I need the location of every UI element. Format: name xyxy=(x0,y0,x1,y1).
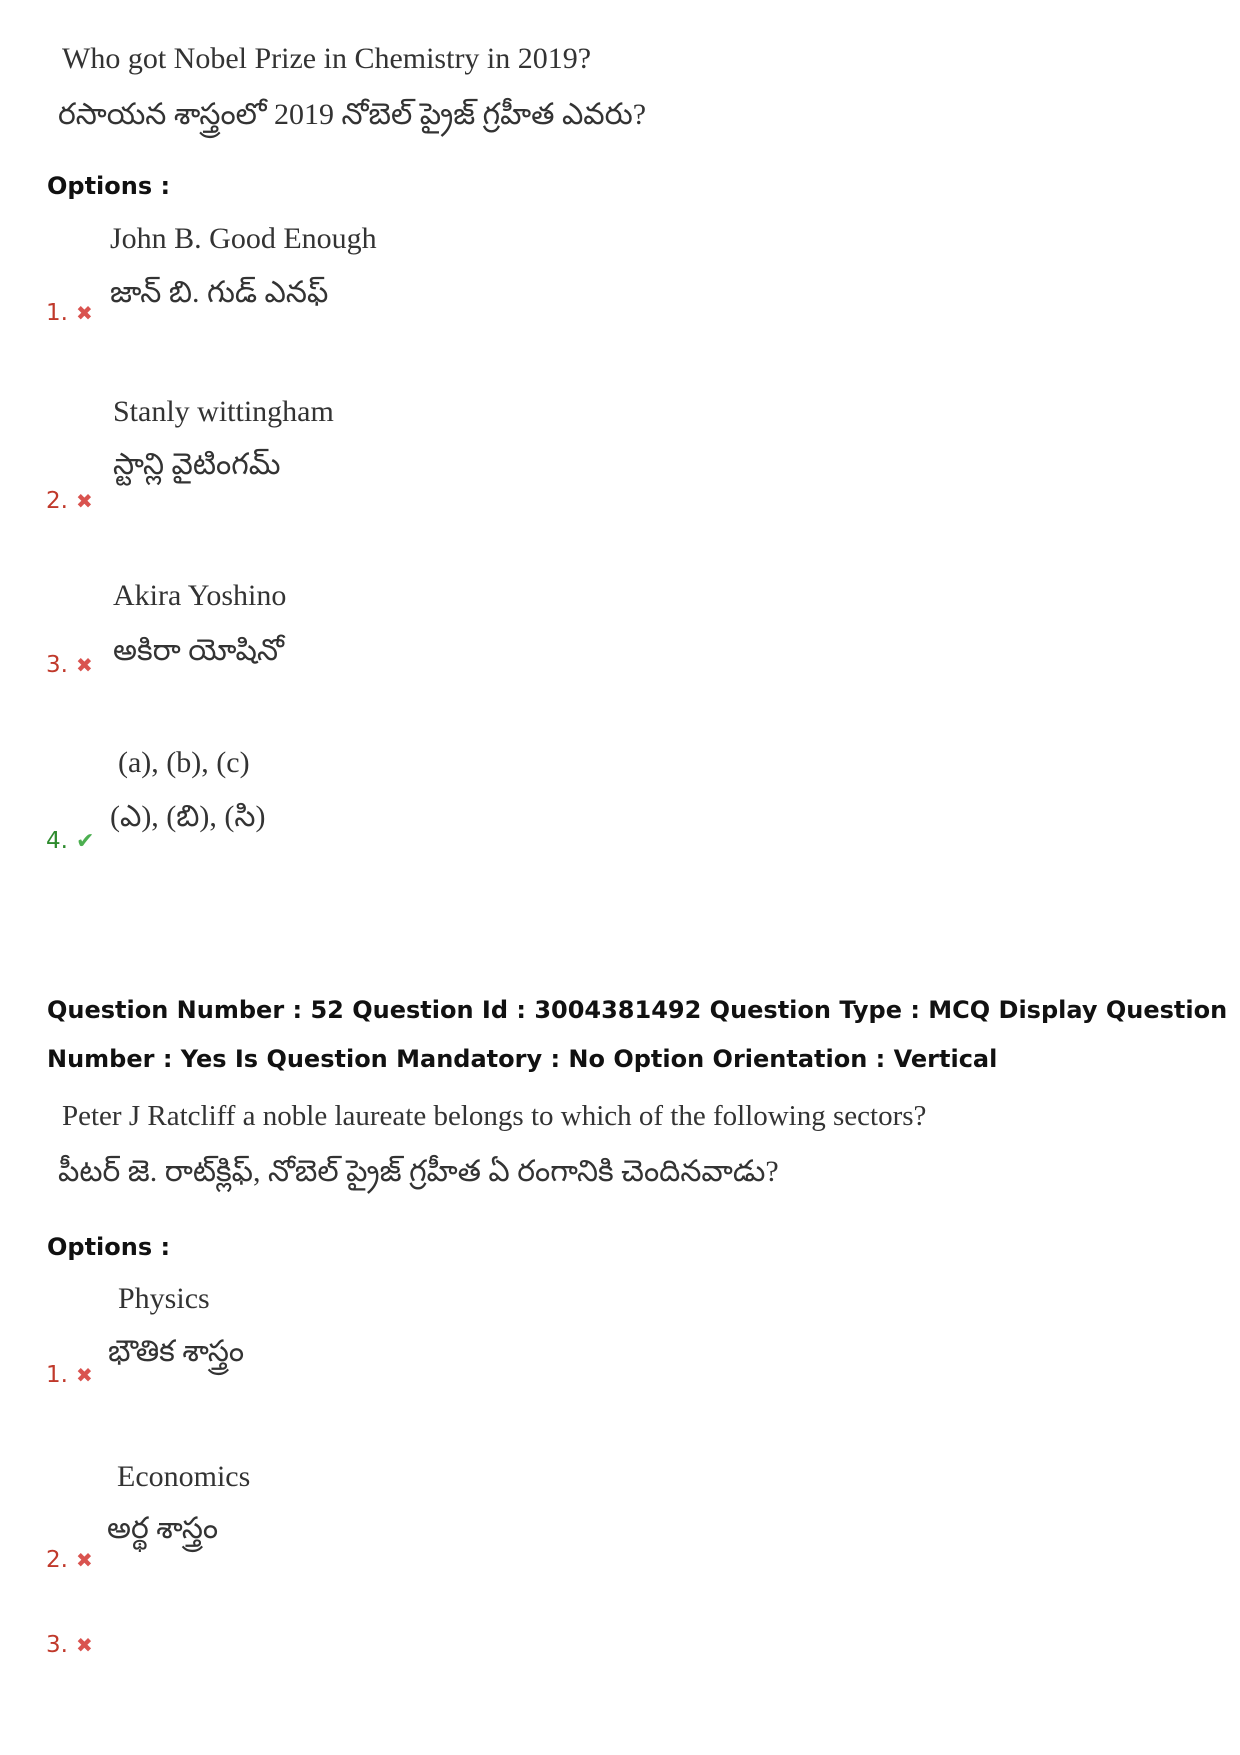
wrong-mark-icon: ✖ xyxy=(75,489,93,513)
question-text-te: పీటర్ జె. రాట్‌క్లిఫ్, నోబెల్ ప్రైజ్ గ్రహీత ఏ రంగానికి చెందినవాడు? xyxy=(58,1155,779,1188)
option-text-te: భౌతిక శాస్త్రం xyxy=(108,1335,245,1368)
question-meta-line-2: Number : Yes Is Question Mandatory : No Option Orientation : Vertical xyxy=(47,1045,998,1073)
option-number xyxy=(46,1547,93,1573)
option-number xyxy=(46,828,94,854)
option-number xyxy=(46,1632,93,1658)
option-text-te: అర్థ శాస్త్రం xyxy=(107,1512,219,1545)
question-text-en: Who got Nobel Prize in Chemistry in 2019? xyxy=(62,42,592,75)
wrong-mark-icon: ✖ xyxy=(75,1548,93,1572)
wrong-mark-icon: ✖ xyxy=(75,301,93,325)
option-number-label: 1. xyxy=(46,300,68,326)
wrong-mark-icon: ✖ xyxy=(75,653,93,677)
option-number-label: 3. xyxy=(46,1632,68,1658)
wrong-mark-icon: ✖ xyxy=(75,1633,93,1657)
question-meta-line-1: Question Number : 52 Question Id : 3004381492 Question Type : MCQ Display Question xyxy=(47,996,1228,1024)
option-text-te: జాన్ బి. గుడ్ ఎనఫ్ xyxy=(110,276,329,309)
option-number xyxy=(46,1362,93,1388)
option-text-en: Stanly wittingham xyxy=(113,395,334,428)
correct-check-icon: ✔ xyxy=(75,829,95,854)
option-number-label: 3. xyxy=(46,652,68,678)
option-number-label: 4. xyxy=(46,828,68,854)
option-text-te: స్టాన్లి వైటింగమ్ xyxy=(113,448,281,481)
option-number-label: 2. xyxy=(46,1547,68,1573)
question-text-en: Peter J Ratcliff a noble laureate belongs to which of the following sectors? xyxy=(62,1100,927,1132)
option-number-label: 1. xyxy=(46,1362,68,1388)
wrong-mark-icon: ✖ xyxy=(75,1363,93,1387)
options-label: Options : xyxy=(47,1233,171,1261)
option-text-en: Akira Yoshino xyxy=(113,579,287,612)
option-text-en: John B. Good Enough xyxy=(110,222,377,255)
option-number-label: 2. xyxy=(46,488,68,514)
option-text-en: Physics xyxy=(118,1282,210,1315)
option-text-te: (ఎ), (బి), (సి) xyxy=(110,800,266,833)
option-text-en: Economics xyxy=(117,1460,251,1493)
option-text-en: (a), (b), (c) xyxy=(118,746,250,779)
option-number xyxy=(46,300,93,326)
options-label: Options : xyxy=(47,172,171,200)
option-number xyxy=(46,652,93,678)
option-number xyxy=(46,488,93,514)
option-text-te: అకిరా యోషినో xyxy=(113,634,284,667)
question-text-te: రసాయన శాస్త్రంలో 2019 నోబెల్ ప్రైజ్ గ్రహీత ఎవరు? xyxy=(58,98,647,131)
